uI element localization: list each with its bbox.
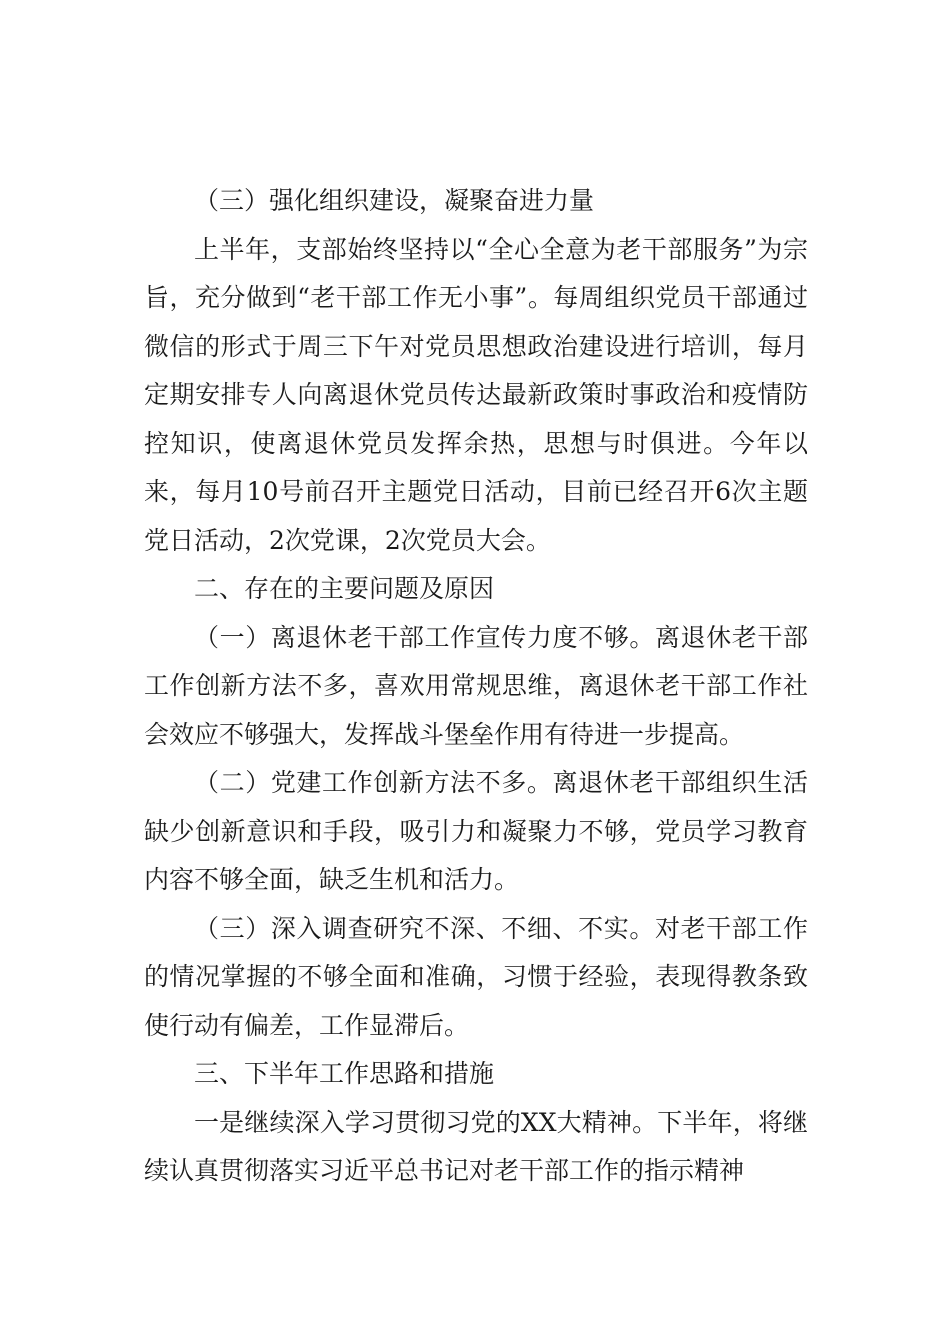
section-heading-strengthen-organization: （三）强化组织建设，凝聚奋进力量: [194, 186, 595, 215]
paragraph-problem-research: （三）深入调查研究不深、不细、不实。对老干部工作的情况掌握的不够全面和准确，习惯于经验，表现得教条致使行动有偏差，工作显滞后。: [144, 913, 808, 1040]
paragraph-problem-party-building: （二）党建工作创新方法不多。离退休老干部组织生活缺少创新意识和手段，吸引力和凝聚力不够，党员学习教育内容不够全面，缺乏生机和活力。: [144, 768, 808, 894]
paragraph-problem-publicity: （一）离退休老干部工作宣传力度不够。离退休老干部工作创新方法不多，喜欢用常规思维，离退休老干部工作社会效应不够强大，发挥战斗堡垒作用有待进一步提高。: [144, 622, 808, 749]
paragraph-first-half-summary: 上半年，支部始终坚持以“全心全意为老干部服务”为宗旨，充分做到“老干部工作无小事”。每周组织党员干部通过微信的形式于周三下午对党员思想政治建设进行培训，每月定期安排专人向离退休党员传达最新政策时事政治和疫情防控知识，使离退休党员发挥余热，思想与时俱进。今年以来，每月10号前召开主题党日活动，目前已经召开6次主题党日活动，2次党课，2次党员大会。: [144, 234, 808, 555]
document-body: [144, 177, 808, 1196]
section-heading-main-problems: 二、存在的主要问题及原因: [194, 574, 495, 603]
paragraph-plan-item-one: 一是继续深入学习贯彻习党的XX大精神。下半年，将继续认真贯彻落实习近平总书记对老干部工作的指示精神: [144, 1107, 808, 1185]
section-heading-second-half-plan: 三、下半年工作思路和措施: [194, 1059, 495, 1088]
